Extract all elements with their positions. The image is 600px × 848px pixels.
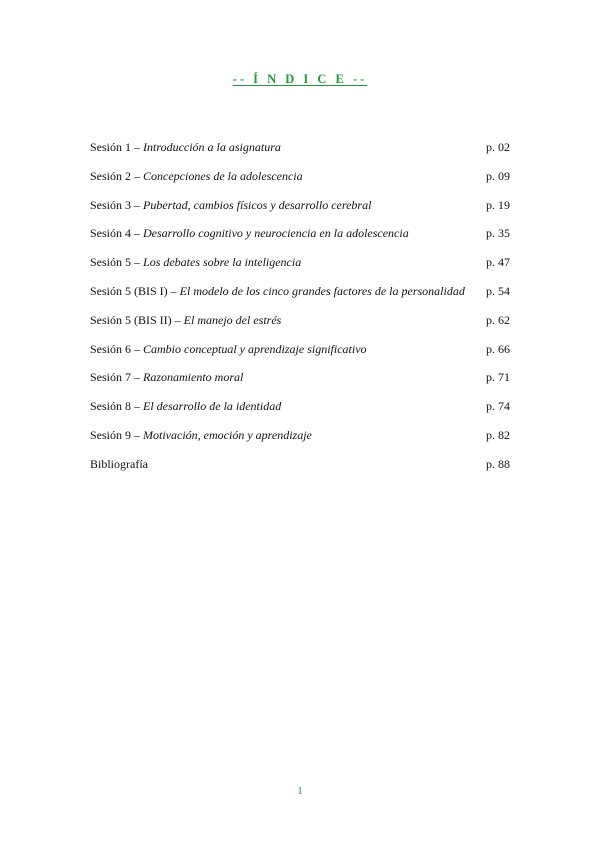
- toc-page-ref: p. 19: [486, 197, 510, 212]
- toc-entry-text: [90, 197, 371, 213]
- toc-entry-3: [90, 197, 510, 226]
- toc-entry-text: [90, 283, 465, 299]
- toc-dash: –: [134, 255, 141, 270]
- toc-session-label: Sesión 6: [90, 341, 132, 356]
- toc-session-title: El modelo de los cinco grandes factores de la personalidad: [179, 283, 465, 298]
- toc-session-label: Sesión 5 (BIS II): [90, 312, 172, 327]
- toc-entry-1: [90, 139, 510, 168]
- toc-entry-11: [90, 427, 510, 456]
- toc-page-ref: p. 74: [486, 399, 510, 414]
- toc-session-title: Motivación, emoción y aprendizaje: [143, 427, 312, 442]
- toc-session-title: Concepciones de la adolescencia: [143, 168, 303, 183]
- toc-session-label: Sesión 5: [90, 255, 132, 270]
- toc-session-title: Introducción a la asignatura: [143, 140, 281, 154]
- toc-session-label: Sesión 1: [90, 140, 132, 154]
- toc-page-ref: p. 82: [486, 427, 510, 442]
- toc-page-ref: p. 62: [486, 312, 510, 327]
- toc-session-title: El desarrollo de la identidad: [143, 399, 282, 414]
- toc-entry-8: [90, 341, 510, 370]
- toc-entry-9: [90, 369, 510, 398]
- toc-page-ref: p. 71: [486, 370, 510, 385]
- toc-dash: –: [134, 370, 141, 385]
- page-number: 1: [297, 785, 303, 797]
- toc-entry-text: [90, 225, 409, 241]
- toc-session-label: Sesión 9: [90, 427, 132, 442]
- toc-session-title: Desarrollo cognitivo y neurociencia en la adolescencia: [143, 226, 409, 241]
- toc-page-ref: p. 88: [486, 456, 510, 471]
- toc-entry-2: [90, 168, 510, 197]
- toc-entry-bibliography: [90, 456, 510, 485]
- toc-page-ref: p. 09: [486, 168, 510, 183]
- toc-session-title: Pubertad, cambios físicos y desarrollo cerebral: [143, 197, 372, 212]
- toc-dash: –: [134, 140, 141, 154]
- toc-entry-text: [90, 369, 243, 385]
- toc-page-ref: p. 54: [486, 283, 510, 298]
- toc-entry-text: [90, 398, 281, 414]
- toc-session-title: Razonamiento moral: [143, 370, 244, 385]
- toc-dash: –: [134, 197, 141, 212]
- toc-entry-6: [90, 283, 510, 312]
- toc-entry-7: [90, 312, 510, 341]
- toc-session-label: Sesión 3: [90, 197, 132, 212]
- toc-page-ref: p. 47: [486, 255, 510, 270]
- toc-page-ref: p. 02: [486, 140, 510, 154]
- toc-page-ref: p. 35: [486, 226, 510, 241]
- toc-entry-10: [90, 398, 510, 427]
- toc-session-title: Cambio conceptual y aprendizaje significativo: [143, 341, 367, 356]
- index-title: -- Í N D I C E --: [232, 72, 368, 86]
- toc-entry-4: [90, 225, 510, 254]
- toc-page-ref: p. 66: [486, 341, 510, 356]
- toc-dash: –: [174, 312, 181, 327]
- toc-bibliography-label: Bibliografía: [90, 456, 148, 471]
- table-of-contents: [90, 139, 510, 485]
- toc-session-title: El manejo del estrés: [183, 312, 282, 327]
- toc-entry-text: [90, 168, 303, 184]
- toc-entry-text: [90, 139, 281, 155]
- toc-session-label: Sesión 2: [90, 168, 132, 183]
- toc-dash: –: [134, 226, 141, 241]
- toc-entry-text: [90, 456, 148, 472]
- toc-session-label: Sesión 4: [90, 226, 132, 241]
- toc-entry-text: [90, 254, 301, 270]
- toc-entry-5: [90, 254, 510, 283]
- toc-dash: –: [134, 341, 141, 356]
- toc-dash: –: [134, 427, 141, 442]
- toc-entry-text: [90, 427, 312, 443]
- toc-entry-text: [90, 341, 367, 357]
- toc-entry-text: [90, 312, 281, 328]
- toc-session-label: Sesión 7: [90, 370, 132, 385]
- toc-session-label: Sesión 8: [90, 399, 132, 414]
- toc-dash: –: [134, 168, 141, 183]
- toc-dash: –: [170, 283, 177, 298]
- toc-session-label: Sesión 5 (BIS I): [90, 283, 168, 298]
- toc-dash: –: [134, 399, 141, 414]
- toc-session-title: Los debates sobre la inteligencia: [143, 255, 302, 270]
